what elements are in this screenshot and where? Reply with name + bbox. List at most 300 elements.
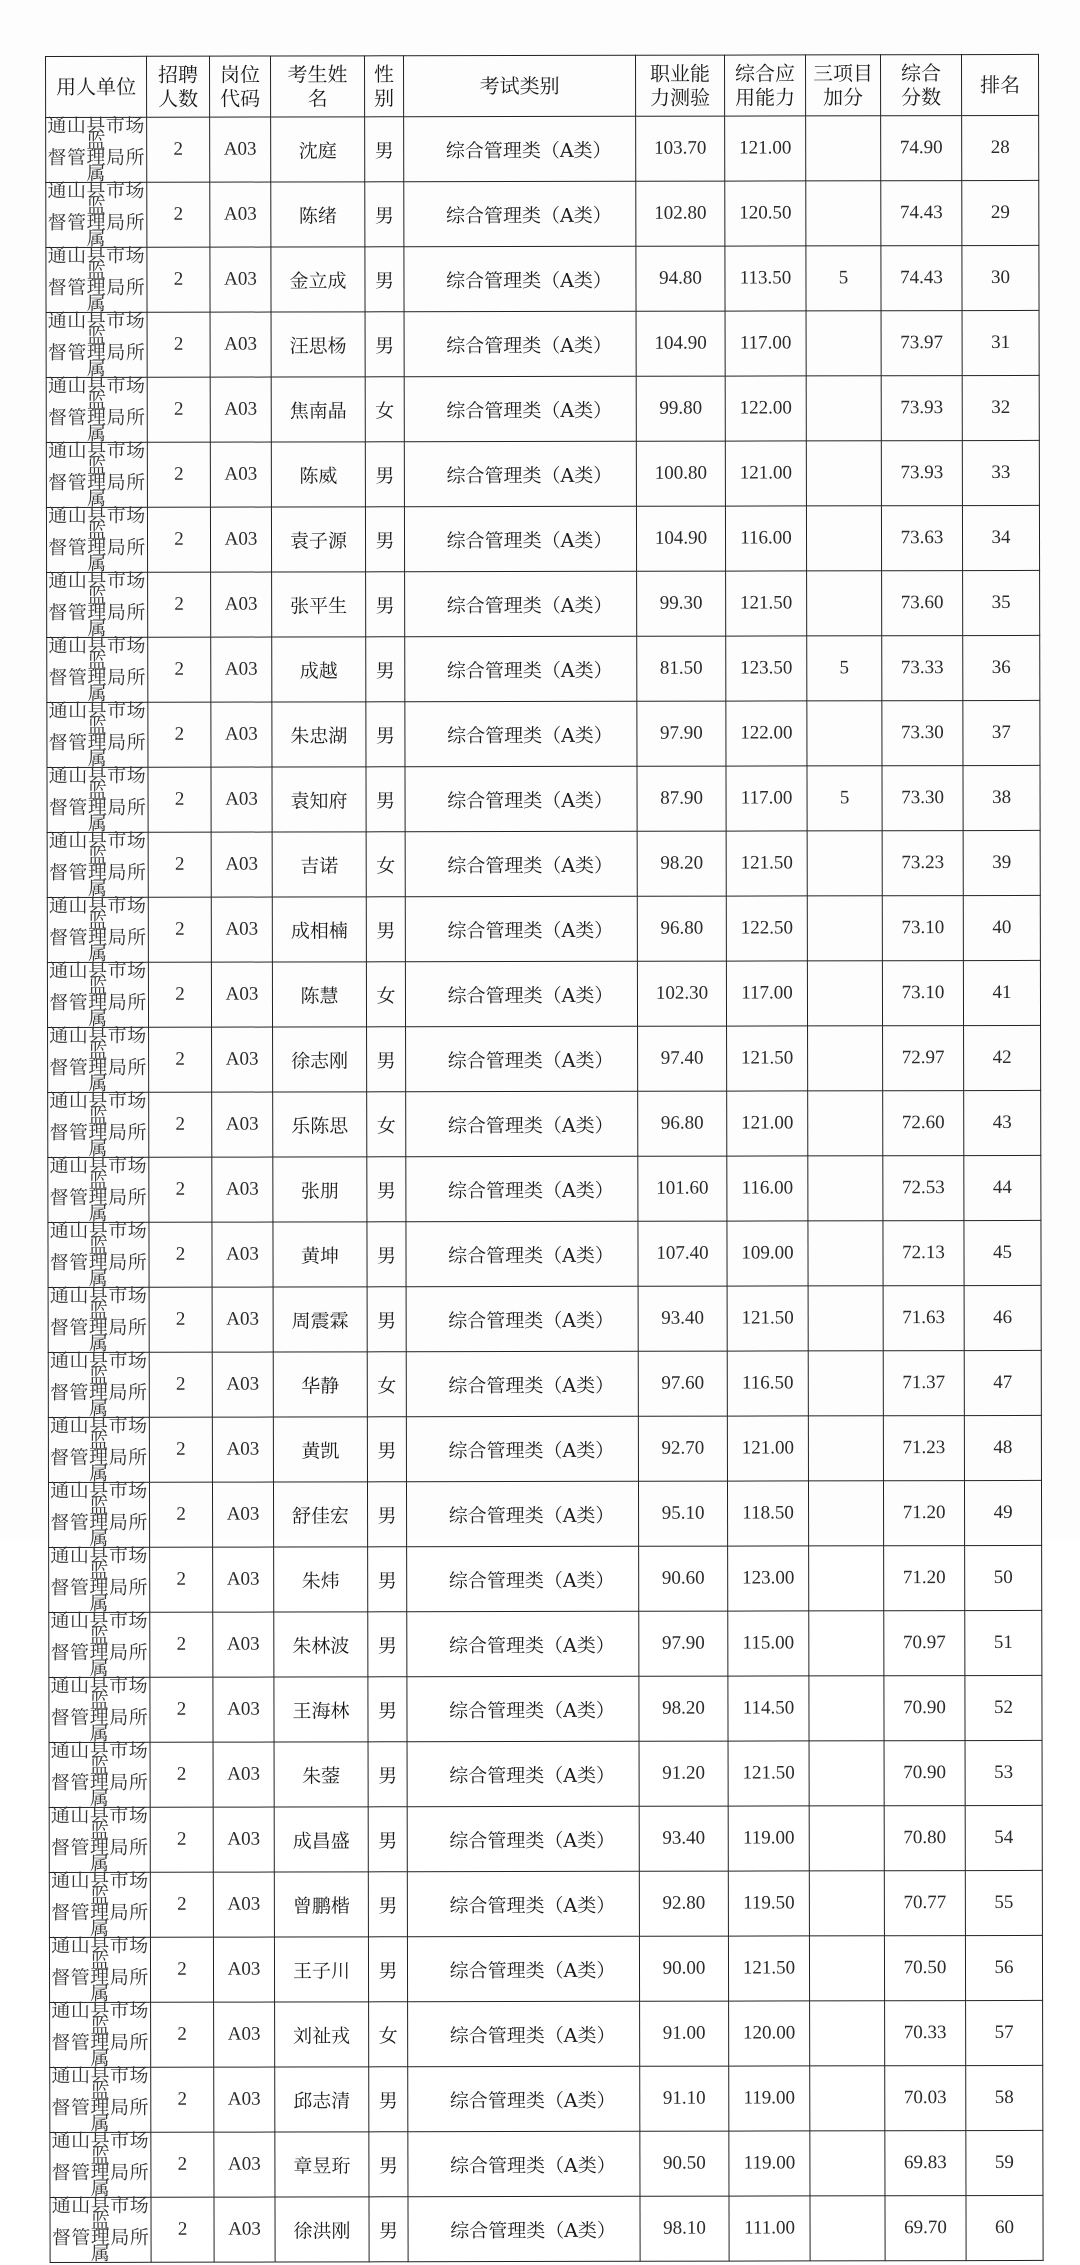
rank-cell: 53 [965, 1740, 1042, 1805]
table-row [49, 1610, 1042, 1677]
table-row [47, 895, 1040, 962]
recruit-count-cell: 2 [150, 1677, 213, 1742]
table-row [47, 830, 1040, 897]
exam-category-cell: 综合管理类（A类） [408, 2066, 640, 2131]
application-score-cell: 118.50 [727, 1481, 808, 1546]
position-code-cell: A03 [212, 1092, 273, 1157]
table-row [46, 440, 1039, 507]
position-code-cell: A03 [213, 1677, 274, 1742]
rank-cell: 54 [965, 1805, 1042, 1870]
candidate-name-cell: 沈庭 [271, 117, 365, 182]
application-score-cell: 121.50 [726, 571, 807, 636]
rank-cell: 44 [964, 1155, 1041, 1220]
application-score-cell: 121.50 [726, 831, 807, 896]
header-label-line: 职业能 [650, 61, 711, 86]
aptitude-score-cell: 91.10 [640, 2066, 729, 2131]
gender-cell: 男 [368, 1612, 407, 1677]
header-label-line: 综合 [901, 61, 942, 86]
candidate-name-cell: 邱志清 [275, 2067, 369, 2132]
exam-category-cell: 综合管理类（A类） [404, 311, 636, 376]
total-score-cell: 72.60 [883, 1091, 964, 1156]
total-score-cell: 73.30 [882, 766, 963, 831]
exam-category-cell: 综合管理类（A类） [407, 1936, 639, 2001]
unit-line: 督管理局所属 [51, 1901, 149, 1940]
total-score-cell: 73.10 [882, 961, 963, 1026]
table-row [48, 1155, 1041, 1222]
unit-line: 督管理局所属 [48, 666, 147, 705]
total-score-cell: 73.60 [882, 571, 963, 636]
application-score-cell: 116.50 [727, 1351, 808, 1416]
position-code-cell: A03 [213, 1547, 274, 1612]
table-row [49, 1870, 1042, 1937]
candidate-name-cell: 徐洪刚 [275, 2197, 369, 2262]
application-score-cell: 113.50 [725, 246, 806, 311]
unit-line: 督管理局所属 [49, 991, 147, 1030]
gender-cell: 女 [366, 962, 405, 1027]
table-row [49, 1675, 1042, 1742]
candidate-name-cell: 黄凯 [273, 1417, 367, 1482]
unit-line: 督管理局所属 [47, 146, 145, 185]
rank-cell: 42 [964, 1025, 1041, 1090]
total-score-cell: 71.23 [883, 1416, 964, 1481]
unit-cell [47, 959, 148, 1030]
table-row [49, 1545, 1042, 1612]
recruit-count-cell: 2 [147, 377, 210, 442]
position-code-cell: A03 [212, 1027, 273, 1092]
bonus-points-cell [809, 1611, 884, 1676]
position-code-cell: A03 [210, 377, 271, 442]
unit-line: 通山县市场监 [51, 1934, 149, 1973]
position-code-cell: A03 [210, 312, 271, 377]
unit-cell [47, 829, 148, 900]
table-row [47, 700, 1040, 767]
candidate-name-cell: 陈绪 [271, 182, 365, 247]
unit-line: 督管理局所属 [50, 1836, 149, 1875]
unit-line: 通山县市场监 [48, 439, 146, 478]
header-exam-category [404, 55, 636, 116]
unit-cell [48, 1349, 149, 1420]
table-row [46, 310, 1039, 377]
unit-line: 督管理局所属 [50, 1771, 149, 1810]
position-code-cell: A03 [210, 182, 271, 247]
unit-cell [49, 1609, 150, 1680]
gender-cell: 男 [366, 767, 405, 832]
recruit-count-cell: 2 [147, 442, 210, 507]
bonus-points-cell [806, 311, 881, 376]
bonus-points-cell [810, 2196, 885, 2261]
application-score-cell: 117.00 [726, 766, 807, 831]
candidate-name-cell: 袁子源 [271, 507, 365, 572]
total-score-cell: 70.77 [884, 1871, 965, 1936]
unit-line: 通山县市场监 [47, 244, 146, 283]
recruit-count-cell: 2 [150, 1742, 213, 1807]
aptitude-score-cell: 91.20 [639, 1741, 728, 1806]
header-label-line: 三项目 [813, 61, 874, 86]
candidate-name-cell: 陈慧 [272, 962, 366, 1027]
bonus-points-cell [807, 571, 882, 636]
application-score-cell: 111.00 [729, 2196, 810, 2261]
position-code-cell: A03 [212, 1287, 273, 1352]
bonus-points-cell [809, 1871, 884, 1936]
table-row [47, 765, 1040, 832]
header-application-ability [724, 55, 805, 116]
rank-cell: 34 [962, 505, 1039, 570]
aptitude-score-cell: 93.40 [638, 1286, 727, 1351]
application-score-cell: 117.00 [726, 961, 807, 1026]
header-gender [365, 56, 404, 117]
aptitude-score-cell: 102.30 [637, 961, 726, 1026]
application-score-cell: 115.00 [728, 1611, 809, 1676]
exam-category-cell: 综合管理类（A类） [405, 571, 637, 636]
position-code-cell: A03 [211, 702, 272, 767]
bonus-points-cell [810, 2131, 885, 2196]
bonus-points-cell: 5 [807, 636, 882, 701]
recruit-count-cell: 2 [149, 1352, 212, 1417]
table-row [48, 1090, 1041, 1157]
unit-line: 通山县市场监 [50, 1609, 149, 1648]
total-score-cell: 74.90 [881, 116, 962, 181]
application-score-cell: 121.50 [727, 1286, 808, 1351]
unit-line: 通山县市场监 [48, 504, 146, 543]
aptitude-score-cell: 99.30 [637, 571, 726, 636]
position-code-cell: A03 [212, 1482, 273, 1547]
unit-cell [49, 1674, 150, 1745]
application-score-cell: 123.00 [728, 1546, 809, 1611]
gender-cell: 男 [367, 1482, 406, 1547]
application-score-cell: 119.00 [729, 2066, 810, 2131]
aptitude-score-cell: 96.80 [637, 896, 726, 961]
unit-line: 通山县市场监 [51, 1999, 149, 2038]
total-score-cell: 72.53 [883, 1156, 964, 1221]
gender-cell: 男 [367, 1157, 406, 1222]
rank-cell: 60 [966, 2195, 1043, 2260]
bonus-points-cell [808, 1351, 883, 1416]
table-row [46, 375, 1039, 442]
unit-cell [49, 1544, 150, 1615]
gender-cell: 女 [367, 1092, 406, 1157]
unit-cell [48, 1154, 149, 1225]
unit-cell [46, 309, 147, 380]
position-code-cell: A03 [212, 1417, 273, 1482]
unit-cell [49, 1934, 150, 2005]
unit-line: 督管理局所属 [48, 471, 146, 510]
unit-cell [46, 374, 147, 445]
candidate-name-cell: 朱忠湖 [272, 702, 366, 767]
unit-cell [46, 244, 147, 315]
application-score-cell: 114.50 [728, 1676, 809, 1741]
exam-category-cell: 综合管理类（A类） [408, 2131, 640, 2196]
header-rank [961, 54, 1038, 115]
unit-line: 督管理局所属 [49, 1251, 148, 1290]
gender-cell: 男 [367, 1417, 406, 1482]
total-score-cell: 70.33 [885, 2001, 966, 2066]
bonus-points-cell [807, 701, 882, 766]
candidate-name-cell: 华静 [273, 1352, 367, 1417]
exam-results-table [45, 54, 1044, 2263]
exam-category-cell: 综合管理类（A类） [407, 1871, 639, 1936]
bonus-points-cell [807, 831, 882, 896]
table-row [46, 180, 1039, 247]
table-row [46, 115, 1039, 182]
header-label-line: 用能力 [735, 85, 796, 110]
bonus-points-cell [809, 1741, 884, 1806]
unit-line: 督管理局所属 [50, 1706, 149, 1745]
candidate-name-cell: 朱炜 [274, 1547, 368, 1612]
recruit-count-cell: 2 [147, 182, 210, 247]
unit-line: 督管理局所属 [48, 536, 146, 575]
candidate-name-cell: 张朋 [273, 1157, 367, 1222]
gender-cell: 女 [365, 377, 404, 442]
rank-cell: 41 [963, 960, 1040, 1025]
unit-line: 通山县市场监 [49, 1024, 147, 1063]
table-row [50, 2065, 1043, 2132]
position-code-cell: A03 [210, 247, 271, 312]
unit-line: 督管理局所属 [51, 1966, 149, 2005]
unit-line: 督管理局所属 [50, 1641, 149, 1680]
application-score-cell: 120.50 [725, 181, 806, 246]
unit-cell [47, 894, 148, 965]
total-score-cell: 70.90 [884, 1676, 965, 1741]
exam-category-cell: 综合管理类（A类） [406, 1221, 638, 1286]
rank-cell: 29 [962, 180, 1039, 245]
position-code-cell: A03 [211, 637, 272, 702]
unit-line: 通山县市场监 [51, 1869, 149, 1908]
total-score-cell: 71.20 [884, 1546, 965, 1611]
bonus-points-cell [810, 2066, 885, 2131]
unit-cell [46, 504, 147, 575]
recruit-count-cell: 2 [149, 1027, 212, 1092]
aptitude-score-cell: 103.70 [636, 116, 725, 181]
candidate-name-cell: 朱蓥 [274, 1742, 368, 1807]
total-score-cell: 73.10 [882, 896, 963, 961]
total-score-cell: 74.43 [881, 181, 962, 246]
gender-cell: 男 [368, 1937, 407, 2002]
unit-cell [46, 439, 147, 510]
aptitude-score-cell: 104.90 [636, 506, 725, 571]
total-score-cell: 70.50 [884, 1936, 965, 2001]
rank-cell: 46 [964, 1285, 1041, 1350]
aptitude-score-cell: 101.60 [638, 1156, 727, 1221]
table-body [46, 114, 1043, 2265]
rank-cell: 48 [964, 1415, 1041, 1480]
application-score-cell: 122.00 [725, 376, 806, 441]
unit-line: 通山县市场监 [48, 699, 147, 738]
recruit-count-cell: 2 [148, 832, 211, 897]
unit-cell [48, 1284, 149, 1355]
aptitude-score-cell: 104.90 [636, 311, 725, 376]
unit-line: 通山县市场监 [49, 1349, 148, 1388]
recruit-count-cell: 2 [151, 2002, 214, 2067]
unit-line: 督管理局所属 [49, 1316, 148, 1355]
bonus-points-cell [809, 1546, 884, 1611]
total-score-cell: 70.90 [884, 1741, 965, 1806]
gender-cell: 男 [366, 572, 405, 637]
unit-line: 督管理局所属 [50, 1576, 148, 1615]
unit-line: 通山县市场监 [48, 569, 146, 608]
recruit-count-cell: 2 [149, 1417, 212, 1482]
recruit-count-cell: 2 [150, 1807, 213, 1872]
unit-cell [48, 1089, 149, 1160]
table-row [46, 245, 1039, 312]
header-aptitude-test [635, 55, 724, 116]
exam-category-cell: 综合管理类（A类） [406, 1416, 638, 1481]
gender-cell: 女 [366, 832, 405, 897]
bonus-points-cell [808, 1286, 883, 1351]
bonus-points-cell [807, 896, 882, 961]
rank-cell: 31 [962, 310, 1039, 375]
rank-cell: 57 [966, 2000, 1043, 2065]
recruit-count-cell: 2 [150, 1872, 213, 1937]
unit-line: 督管理局所属 [47, 341, 146, 380]
recruit-count-cell: 2 [148, 572, 211, 637]
bonus-points-cell [808, 1221, 883, 1286]
position-code-cell: A03 [214, 2067, 275, 2132]
unit-line: 督管理局所属 [48, 601, 146, 640]
exam-category-cell: 综合管理类（A类） [407, 1546, 639, 1611]
candidate-name-cell: 舒佳宏 [273, 1482, 367, 1547]
application-score-cell: 121.50 [728, 1741, 809, 1806]
total-score-cell: 73.30 [882, 701, 963, 766]
total-score-cell: 70.97 [884, 1611, 965, 1676]
unit-cell [48, 1024, 149, 1095]
unit-line: 通山县市场监 [51, 2064, 150, 2103]
application-score-cell: 121.50 [728, 1936, 809, 2001]
candidate-name-cell: 吉诺 [272, 832, 366, 897]
rank-cell: 38 [963, 765, 1040, 830]
position-code-cell: A03 [212, 1352, 273, 1417]
bonus-points-cell [808, 1091, 883, 1156]
unit-line: 督管理局所属 [50, 1446, 148, 1485]
table-row [50, 2195, 1043, 2262]
header-label-line: 力测验 [650, 85, 711, 110]
total-score-cell: 73.93 [881, 441, 962, 506]
unit-line: 督管理局所属 [51, 2226, 150, 2265]
unit-cell [46, 179, 147, 250]
gender-cell: 男 [368, 1807, 407, 1872]
gender-cell: 男 [365, 442, 404, 507]
position-code-cell: A03 [214, 2132, 275, 2197]
rank-cell: 40 [963, 895, 1040, 960]
gender-cell: 男 [366, 897, 405, 962]
unit-line: 督管理局所属 [51, 2096, 150, 2135]
rank-cell: 37 [963, 700, 1040, 765]
position-code-cell: A03 [213, 1807, 274, 1872]
exam-category-cell: 综合管理类（A类） [406, 1351, 638, 1416]
gender-cell: 男 [365, 117, 404, 182]
unit-cell [50, 2129, 151, 2200]
total-score-cell: 74.43 [881, 246, 962, 311]
exam-category-cell: 综合管理类（A类） [407, 1741, 639, 1806]
gender-cell: 男 [368, 1677, 407, 1742]
bonus-points-cell [808, 1416, 883, 1481]
unit-line: 督管理局所属 [51, 2031, 149, 2070]
exam-category-cell: 综合管理类（A类） [404, 116, 636, 181]
rank-cell: 55 [965, 1870, 1042, 1935]
unit-line: 督管理局所属 [49, 1186, 148, 1225]
table-row [49, 1740, 1042, 1807]
table-row [48, 1285, 1041, 1352]
candidate-name-cell: 章昱珩 [275, 2132, 369, 2197]
unit-cell [48, 1479, 149, 1550]
rank-cell: 36 [963, 635, 1040, 700]
unit-cell [48, 1219, 149, 1290]
bonus-points-cell [806, 441, 881, 506]
application-score-cell: 117.00 [725, 311, 806, 376]
position-code-cell: A03 [213, 1612, 274, 1677]
candidate-name-cell: 袁知府 [272, 767, 366, 832]
total-score-cell: 71.37 [883, 1351, 964, 1416]
exam-category-cell: 综合管理类（A类） [404, 376, 636, 441]
position-code-cell: A03 [214, 2197, 275, 2262]
gender-cell: 男 [365, 312, 404, 377]
table-row [48, 1350, 1041, 1417]
header-label-line: 人数 [158, 86, 199, 111]
recruit-count-cell: 2 [148, 637, 211, 702]
total-score-cell: 72.97 [883, 1026, 964, 1091]
header-label-line: 性 [374, 62, 395, 87]
unit-line: 通山县市场监 [48, 894, 147, 933]
aptitude-score-cell: 95.10 [638, 1481, 727, 1546]
gender-cell: 男 [367, 1222, 406, 1287]
header-candidate-name [271, 56, 365, 117]
table-row [48, 1025, 1041, 1092]
bonus-points-cell [806, 506, 881, 571]
position-code-cell: A03 [211, 832, 272, 897]
rank-cell: 58 [966, 2065, 1043, 2130]
unit-line: 通山县市场监 [50, 1479, 148, 1518]
unit-line: 通山县市场监 [49, 1154, 148, 1193]
rank-cell: 51 [965, 1610, 1042, 1675]
gender-cell: 男 [368, 1872, 407, 1937]
candidate-name-cell: 王子川 [274, 1937, 368, 2002]
unit-line: 通山县市场监 [49, 1284, 148, 1323]
unit-line: 督管理局所属 [47, 276, 146, 315]
exam-category-cell: 综合管理类（A类） [408, 2001, 640, 2066]
aptitude-score-cell: 97.60 [638, 1351, 727, 1416]
aptitude-score-cell: 91.00 [640, 2001, 729, 2066]
bonus-points-cell [808, 1481, 883, 1546]
header-label-line: 岗位 [220, 62, 261, 87]
position-code-cell: A03 [213, 1742, 274, 1807]
rank-cell: 33 [962, 440, 1039, 505]
header-label-line: 排名 [980, 72, 1021, 98]
candidate-name-cell: 汪思杨 [271, 312, 365, 377]
exam-category-cell: 综合管理类（A类） [404, 506, 636, 571]
unit-line: 通山县市场监 [48, 634, 147, 673]
header-row [46, 54, 1039, 117]
rank-cell: 59 [966, 2130, 1043, 2195]
total-score-cell: 71.20 [883, 1481, 964, 1546]
table-row [48, 1415, 1041, 1482]
exam-category-cell: 综合管理类（A类） [407, 1806, 639, 1871]
unit-line: 督管理局所属 [47, 211, 146, 250]
position-code-cell: A03 [211, 897, 272, 962]
rank-cell: 43 [964, 1090, 1041, 1155]
position-code-cell: A03 [210, 117, 271, 182]
recruit-count-cell: 2 [150, 1937, 213, 2002]
position-code-cell: A03 [211, 572, 272, 637]
application-score-cell: 121.50 [727, 1026, 808, 1091]
gender-cell: 男 [367, 1287, 406, 1352]
aptitude-score-cell: 81.50 [637, 636, 726, 701]
table-row [50, 2000, 1043, 2067]
aptitude-score-cell: 90.50 [640, 2131, 729, 2196]
application-score-cell: 121.00 [725, 116, 806, 181]
exam-category-cell: 综合管理类（A类） [406, 1156, 638, 1221]
rank-cell: 52 [965, 1675, 1042, 1740]
recruit-count-cell: 2 [148, 962, 211, 1027]
gender-cell: 男 [366, 702, 405, 767]
